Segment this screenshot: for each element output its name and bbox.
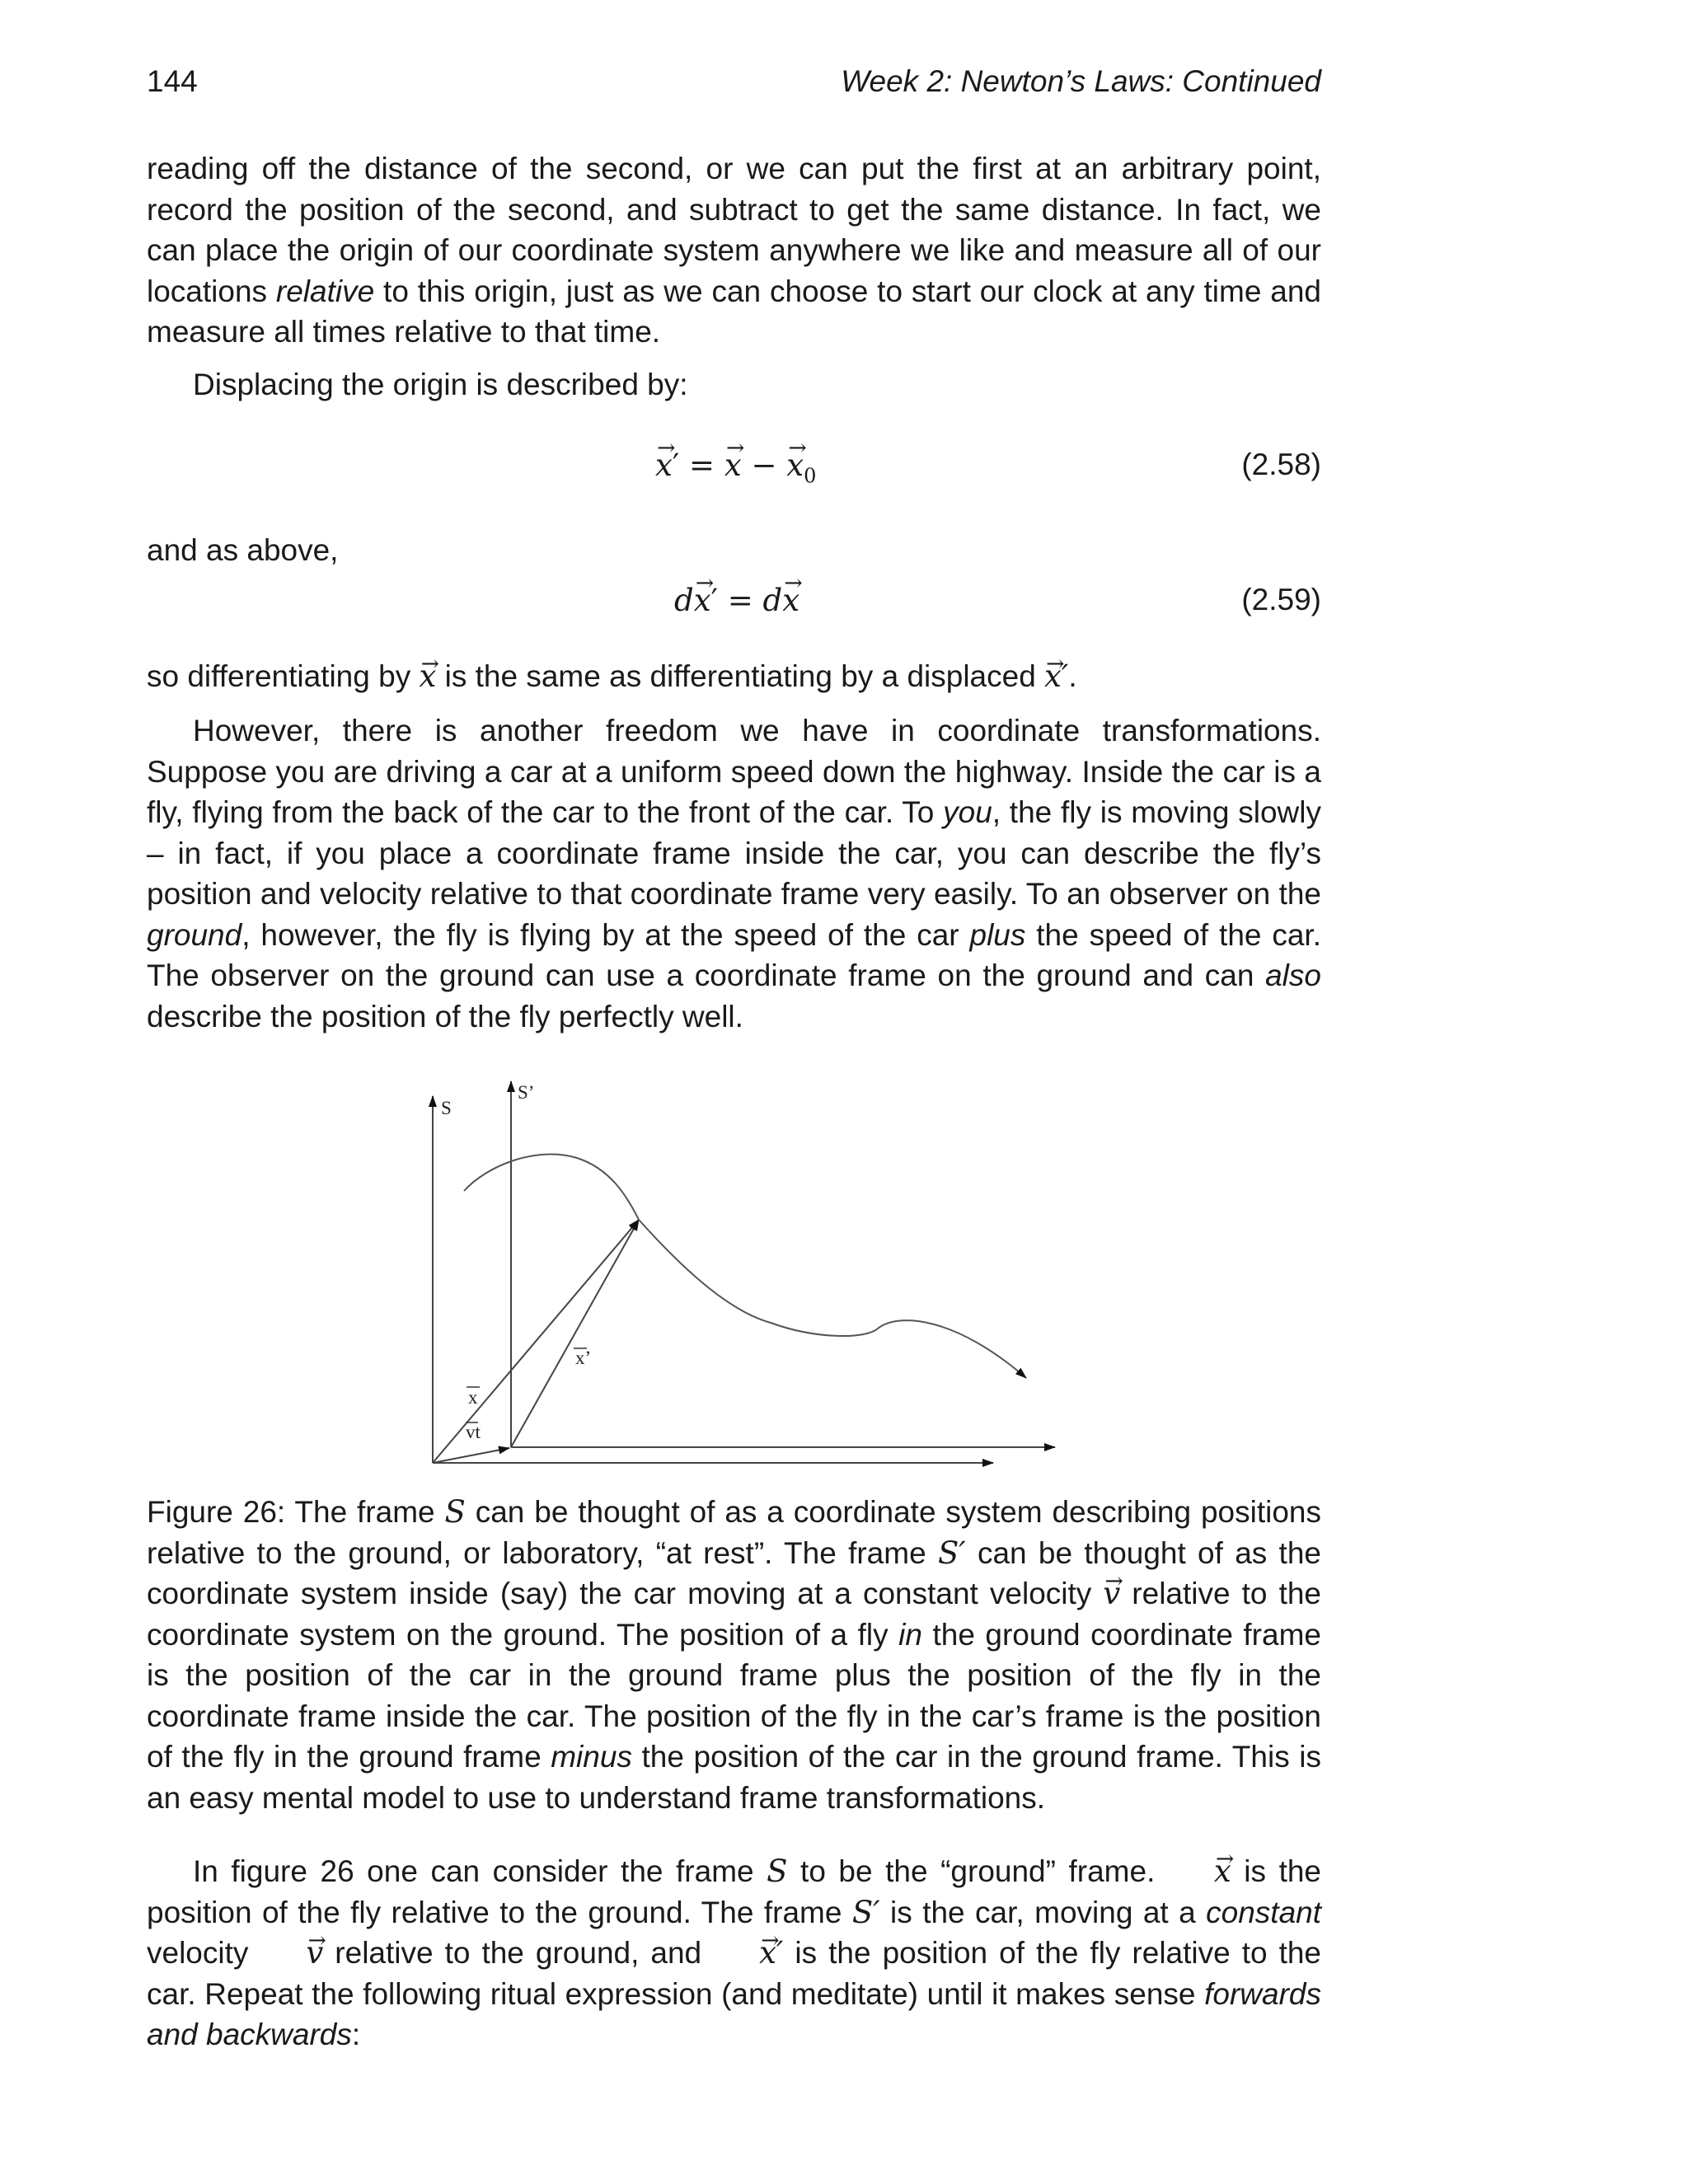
- paragraph-as-above: and as above,: [147, 533, 339, 567]
- vt-label: vt: [466, 1422, 481, 1442]
- equation-number-2-59: (2.59): [1241, 583, 1321, 616]
- paragraph-ritual: In figure 26 one can consider the frame S to be the “ground” frame. → x is the position of the fly relative to the ground. The frame S′ is the car, moving at a constant velocity → v relative to the ground, and → x′ is the position of the fly relative to the car. Repeat the following ritual expression (and meditate) until it makes sense forwards and backwards:: [147, 1851, 1321, 2055]
- x-label: x: [468, 1387, 478, 1408]
- equation-number-2-58: (2.58): [1241, 448, 1321, 481]
- running-head: Week 2: Newton’s Laws: Continued: [841, 64, 1321, 98]
- equation-2-58: → x′ = → x − → $x_0$: [655, 448, 816, 487]
- x-prime-vector: [511, 1220, 639, 1447]
- paragraph-origin: reading off the distance of the second, or we can put the first at an arbitrary point, record the position of the second, and subtract to get the same distance. In fact, we can place the origin of our coordinate system anywhere we like and measure all of our locations relative to this origin, just as we can choose to start our clock at any time and measure all times relative to that time.: [147, 152, 1321, 349]
- equation-2-59: d→ x′ = d→ x: [674, 583, 799, 618]
- figure-caption: Figure 26: The frame S can be thought of as a coordinate system describing positions relative to the ground, or laboratory, “at rest”. The frame S′ can be thought of as the coordinate system inside (say) the car moving at a constant velocity → v relative to the coordinate system on the ground. The position of a fly in the ground coordinate frame is the position of the car in the ground frame plus the position of the fly in the coordinate frame inside the car. The position of the fly in the car’s frame is the position of the fly in the ground frame minus the position of the car in the ground frame. This is an easy mental model to use to understand frame transformations.: [147, 1492, 1321, 1818]
- x-prime-label: x’: [575, 1347, 592, 1368]
- s-label: S: [441, 1098, 452, 1118]
- frame-transformation-figure: [412, 1063, 1071, 1475]
- x-vector: [433, 1220, 639, 1463]
- page-number: 144: [147, 64, 198, 98]
- paragraph-differentiating: so differentiating by → x is the same as differentiating by a displaced → x′.: [147, 656, 1321, 697]
- s-prime-label: S’: [518, 1082, 535, 1103]
- fly-trajectory: [464, 1155, 1026, 1378]
- paragraph-displacing: Displacing the origin is described by:: [193, 368, 688, 401]
- paragraph-freedom: However, there is another freedom we have in coordinate transformations. Suppose you are driving a car at a uniform speed down the highway. Inside the car is a fly, flying from the back of the car to the front of the car. To you, the fly is moving slowly – in fact, if you place a coordinate frame inside the car, you can describe the fly’s position and velocity relative to that coordinate frame very easily. To an observer on the ground, however, the fly is flying by at the speed of the car plus the speed of the car. The observer on the ground can use a coordinate frame on the ground and can also describe the position of the fly perfectly well.: [147, 714, 1321, 1033]
